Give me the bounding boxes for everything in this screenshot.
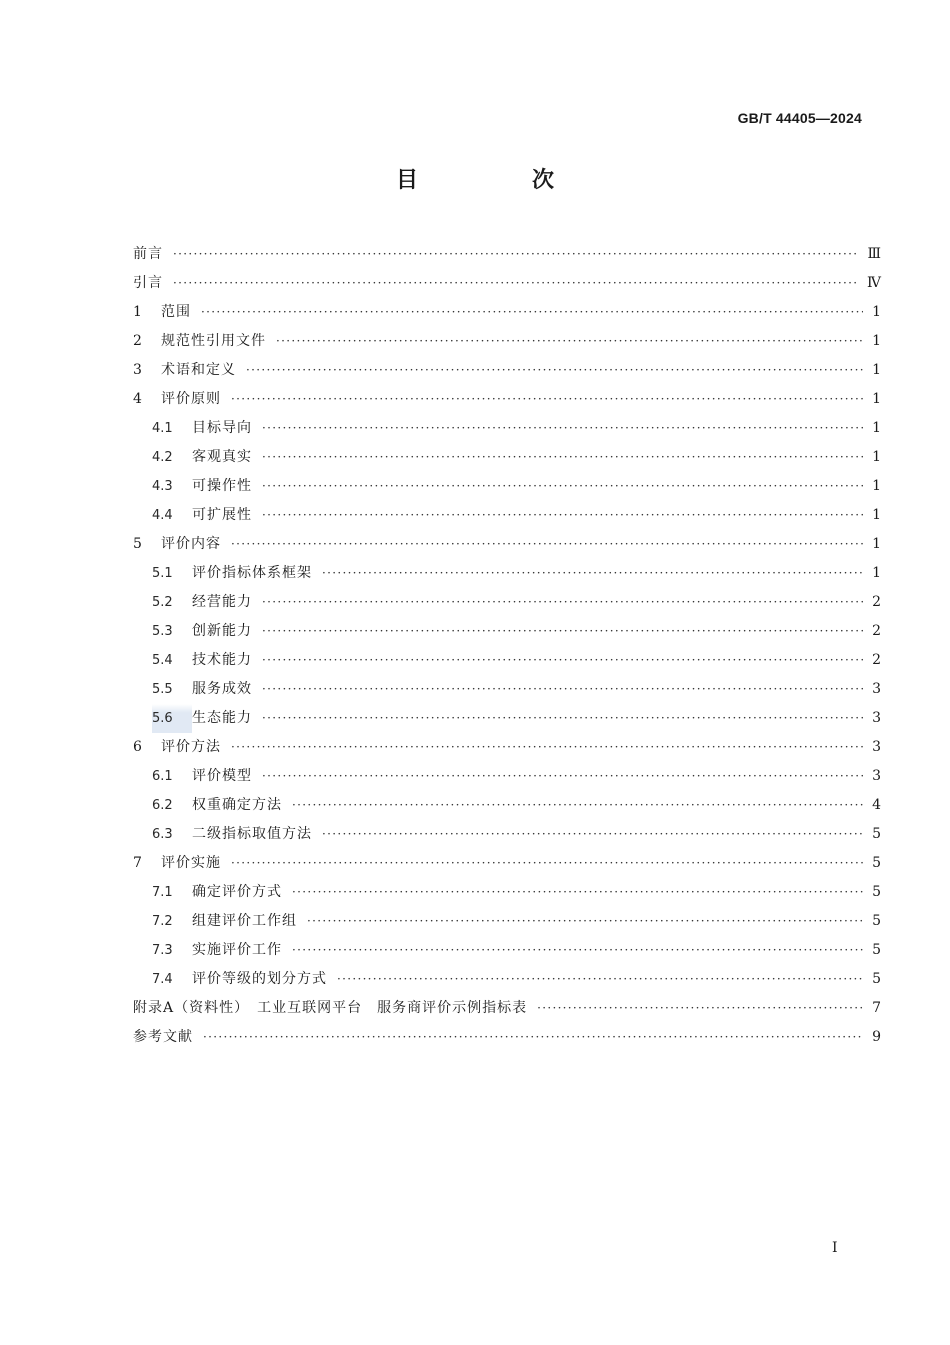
- toc-leader-dots: [246, 356, 863, 385]
- toc-entry-number: 5.5: [152, 682, 173, 697]
- toc-leader-dots: [262, 472, 863, 501]
- toc-leader-dots: [322, 559, 863, 588]
- toc-entry-page: 1: [872, 304, 881, 320]
- toc-entry[interactable]: [133, 907, 881, 936]
- toc-entry-label: 评价实施: [161, 855, 221, 871]
- toc-leader-dots: [173, 269, 859, 298]
- toc-entry-page: 5: [872, 971, 881, 987]
- toc-entry-page: 1: [872, 420, 881, 436]
- toc-entry-number: 1: [133, 304, 142, 320]
- standard-number: GB/T 44405—2024: [737, 110, 862, 126]
- toc-entry-label: 可扩展性: [192, 507, 252, 523]
- toc-entry-number: 7: [133, 855, 142, 871]
- toc-entry-number: 5.4: [152, 653, 173, 668]
- toc-leader-dots: [337, 965, 863, 994]
- toc-leader-dots: [231, 385, 863, 414]
- toc-entry-label: 二级指标取值方法: [192, 826, 312, 842]
- toc-entry-number: 4: [133, 391, 142, 407]
- toc-entry[interactable]: [133, 443, 881, 472]
- toc-entry-page: 1: [872, 391, 881, 407]
- toc-entry-page: 1: [872, 362, 881, 378]
- toc-entry-label: 引言: [133, 275, 163, 291]
- toc-entry-page: Ⅲ: [867, 246, 881, 262]
- toc-entry-label: 范围: [161, 304, 191, 320]
- toc-entry[interactable]: [133, 269, 881, 298]
- toc-entry-page: 5: [872, 913, 881, 929]
- toc-entry-label: 规范性引用文件: [161, 333, 266, 349]
- toc-leader-dots: [292, 878, 863, 907]
- toc-entry-label: 评价原则: [161, 391, 221, 407]
- toc-entry-page: 1: [872, 536, 881, 552]
- toc-leader-dots: [262, 617, 863, 646]
- toc-leader-dots: [262, 675, 863, 704]
- toc-entry-number: 7.3: [152, 943, 173, 958]
- toc-entry-label: 服务成效: [192, 681, 252, 697]
- toc-entry[interactable]: [133, 646, 881, 675]
- toc-leader-dots: [276, 327, 863, 356]
- toc-entry-page: 5: [872, 855, 881, 871]
- toc-leader-dots: [292, 936, 863, 965]
- toc-entry[interactable]: [133, 936, 881, 965]
- toc-leader-dots: [173, 240, 859, 269]
- toc-entry-number: 4.2: [152, 450, 173, 465]
- toc-entry-label: 技术能力: [192, 652, 252, 668]
- toc-entry-page: 9: [872, 1029, 881, 1045]
- toc-leader-dots: [231, 849, 863, 878]
- toc-leader-dots: [262, 588, 863, 617]
- toc-entry-label: 评价指标体系框架: [192, 565, 312, 581]
- toc-entry[interactable]: [133, 820, 881, 849]
- page-title: 目 次: [395, 168, 600, 193]
- toc-entry-page: 3: [872, 681, 881, 697]
- toc-entry[interactable]: [133, 530, 881, 559]
- toc-entry-page: 1: [872, 333, 881, 349]
- toc-entry-label: 权重确定方法: [192, 797, 282, 813]
- toc-entry-number: 6.1: [152, 769, 173, 784]
- toc-entry-page: 2: [872, 652, 881, 668]
- toc-entry-number: 7.2: [152, 914, 173, 929]
- toc-entry-number: 6.2: [152, 798, 173, 813]
- toc-entry-label: 附录A（资料性） 工业互联网平台 服务商评价示例指标表: [133, 1000, 528, 1016]
- toc-leader-dots: [292, 791, 863, 820]
- toc-leader-dots: [231, 530, 863, 559]
- toc-entry-label: 创新能力: [192, 623, 252, 639]
- toc-leader-dots: [307, 907, 863, 936]
- toc-leader-dots: [322, 820, 863, 849]
- toc-leader-dots: [262, 762, 863, 791]
- toc-entry-number: 5.3: [152, 624, 173, 639]
- toc-leader-dots: [262, 646, 863, 675]
- toc-entry-number: 2: [133, 333, 142, 349]
- toc-entry-label: 客观真实: [192, 449, 252, 465]
- page-number: I: [832, 1240, 838, 1256]
- toc-entry-page: 4: [872, 797, 881, 813]
- toc-entry[interactable]: [133, 733, 881, 762]
- toc-entry-number: 5: [133, 536, 142, 552]
- toc-leader-dots: [262, 414, 863, 443]
- toc-entry-label: 参考文献: [133, 1029, 193, 1045]
- toc-entry[interactable]: [133, 1023, 881, 1052]
- toc-entry-page: 5: [872, 826, 881, 842]
- toc-entry[interactable]: [133, 472, 881, 501]
- toc-entry-number: 4.4: [152, 508, 173, 523]
- toc-entry[interactable]: [133, 617, 881, 646]
- toc-leader-dots: [203, 1023, 863, 1052]
- toc-leader-dots: [262, 704, 863, 733]
- toc-entry[interactable]: [133, 298, 881, 327]
- toc-entry-page: 2: [872, 594, 881, 610]
- toc-leader-dots: [262, 501, 863, 530]
- toc-entry-number: 6: [133, 739, 142, 755]
- toc-entry[interactable]: [133, 356, 881, 385]
- table-of-contents: [133, 240, 881, 1052]
- toc-entry-page: 1: [872, 478, 881, 494]
- toc-entry-number: 4.3: [152, 479, 173, 494]
- toc-entry[interactable]: [133, 385, 881, 414]
- toc-entry-number: 5.2: [152, 595, 173, 610]
- toc-entry[interactable]: [133, 240, 881, 269]
- toc-entry-number: 4.1: [152, 421, 173, 436]
- toc-entry[interactable]: [133, 849, 881, 878]
- toc-entry-label: 经营能力: [192, 594, 252, 610]
- toc-entry-page: 1: [872, 507, 881, 523]
- toc-leader-dots: [201, 298, 863, 327]
- toc-entry-page: 2: [872, 623, 881, 639]
- toc-entry-label: 可操作性: [192, 478, 252, 494]
- toc-entry[interactable]: [133, 327, 881, 356]
- toc-entry-page: Ⅳ: [867, 275, 881, 291]
- toc-entry[interactable]: [133, 414, 881, 443]
- toc-entry[interactable]: [133, 501, 881, 530]
- toc-entry[interactable]: [133, 878, 881, 907]
- toc-entry-number: 6.3: [152, 827, 173, 842]
- toc-entry-label: 生态能力: [192, 710, 252, 726]
- toc-entry-page: 5: [872, 942, 881, 958]
- toc-entry[interactable]: [133, 559, 881, 588]
- toc-entry-number: 7.4: [152, 972, 173, 987]
- toc-entry-page: 1: [872, 565, 881, 581]
- toc-entry-label: 目标导向: [192, 420, 252, 436]
- toc-leader-dots: [537, 994, 863, 1023]
- toc-entry[interactable]: [133, 588, 881, 617]
- toc-entry-label: 确定评价方式: [192, 884, 282, 900]
- toc-entry-page: 3: [872, 739, 881, 755]
- toc-entry-page: 3: [872, 710, 881, 726]
- toc-entry-number: 5.6: [152, 704, 192, 733]
- toc-entry-label: 前言: [133, 246, 163, 262]
- toc-entry-label: 评价模型: [192, 768, 252, 784]
- toc-entry[interactable]: [133, 994, 881, 1023]
- toc-entry-label: 实施评价工作: [192, 942, 282, 958]
- toc-entry-label: 评价等级的划分方式: [192, 971, 327, 987]
- toc-entry-label: 组建评价工作组: [192, 913, 297, 929]
- toc-entry-page: 5: [872, 884, 881, 900]
- toc-entry[interactable]: [133, 791, 881, 820]
- toc-entry[interactable]: [133, 704, 881, 733]
- toc-entry-label: 评价方法: [161, 739, 221, 755]
- toc-entry[interactable]: [133, 965, 881, 994]
- toc-entry-number: 3: [133, 362, 142, 378]
- toc-entry-page: 3: [872, 768, 881, 784]
- toc-entry[interactable]: [133, 675, 881, 704]
- toc-leader-dots: [262, 443, 863, 472]
- toc-entry[interactable]: [133, 762, 881, 791]
- toc-entry-page: 7: [872, 1000, 881, 1016]
- toc-entry-label: 术语和定义: [161, 362, 236, 378]
- toc-entry-number: 5.1: [152, 566, 173, 581]
- toc-entry-label: 评价内容: [161, 536, 221, 552]
- toc-entry-number: 7.1: [152, 885, 173, 900]
- toc-leader-dots: [231, 733, 863, 762]
- toc-entry-page: 1: [872, 449, 881, 465]
